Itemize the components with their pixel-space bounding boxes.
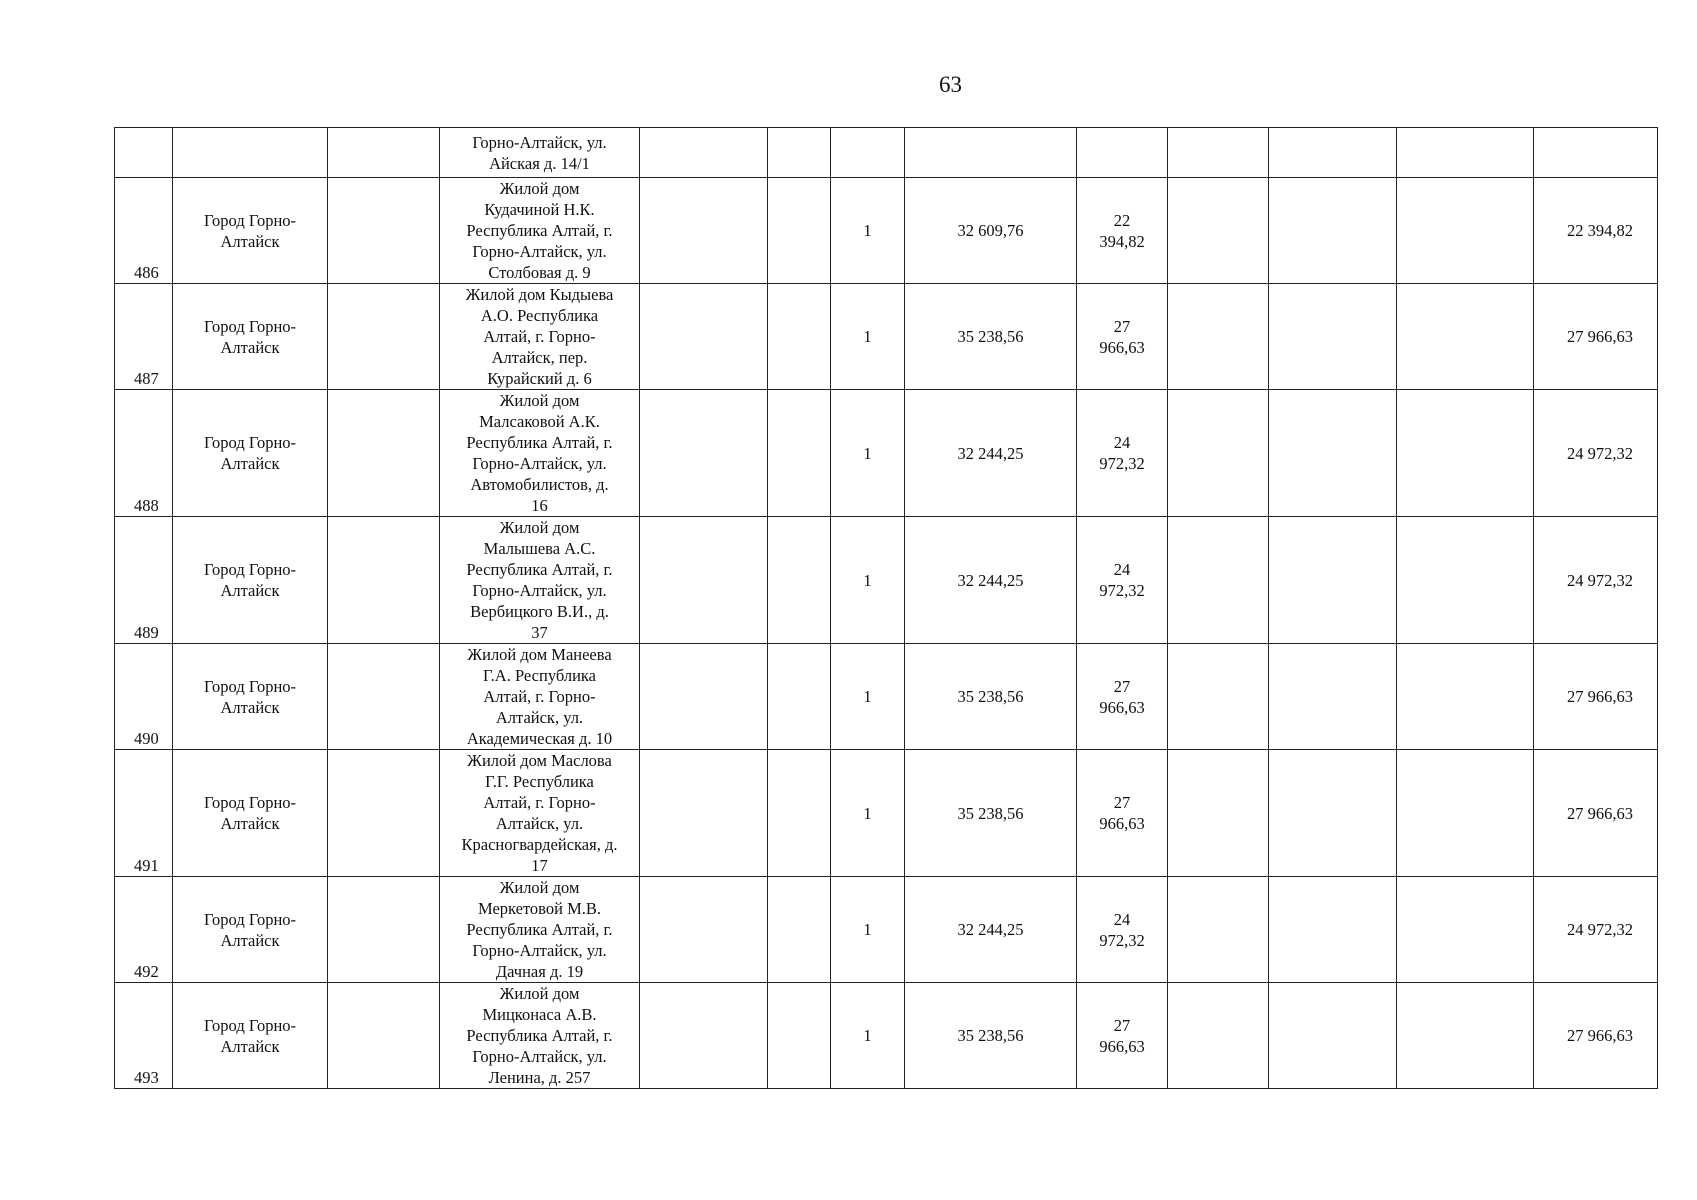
cell-municipality: Город Горно- Алтайск: [173, 877, 328, 983]
cell-total: 24 972,32: [1534, 390, 1658, 517]
cell-empty: [1397, 877, 1534, 983]
cell-number: 490: [115, 644, 173, 750]
cell-count: 1: [831, 877, 905, 983]
cell-municipality: [173, 128, 328, 178]
cell-total: 27 966,63: [1534, 644, 1658, 750]
table-row: [115, 284, 1658, 390]
cell-sum2: 27 966,63: [1077, 750, 1168, 877]
table-row: [115, 644, 1658, 750]
cell-empty: [1397, 390, 1534, 517]
cell-count: 1: [831, 750, 905, 877]
cell-sum1: 32 609,76: [905, 178, 1077, 284]
cell-sum2: 24 972,32: [1077, 390, 1168, 517]
cell-count: 1: [831, 390, 905, 517]
table-row: [115, 983, 1658, 1089]
cell-sum1: 35 238,56: [905, 750, 1077, 877]
cell-municipality: Город Горно- Алтайск: [173, 284, 328, 390]
cell-sum1: 32 244,25: [905, 390, 1077, 517]
cell-sum1: 35 238,56: [905, 983, 1077, 1089]
cell-empty: [768, 644, 831, 750]
cell-empty: [640, 517, 768, 644]
cell-address: Жилой дом Мицконаса А.В. Республика Алтай, г. Горно-Алтайск, ул. Ленина, д. 257: [440, 983, 640, 1089]
cell-empty: [768, 750, 831, 877]
cell-empty: [768, 178, 831, 284]
cell-empty: [328, 178, 440, 284]
cell-number: 486: [115, 178, 173, 284]
cell-empty: [328, 517, 440, 644]
cell-empty: [1397, 517, 1534, 644]
cell-empty: [1269, 644, 1397, 750]
cell-empty: [640, 644, 768, 750]
cell-empty: [1269, 128, 1397, 178]
cell-address: Жилой дом Меркетовой М.В. Республика Алтай, г. Горно-Алтайск, ул. Дачная д. 19: [440, 877, 640, 983]
cell-total: 24 972,32: [1534, 877, 1658, 983]
cell-empty: [1168, 644, 1269, 750]
cell-address: Жилой дом Кыдыева А.О. Республика Алтай, г. Горно- Алтайск, пер. Курайский д. 6: [440, 284, 640, 390]
cell-address: Жилой дом Малышева А.С. Республика Алтай, г. Горно-Алтайск, ул. Вербицкого В.И., д. 37: [440, 517, 640, 644]
cell-sum2: 27 966,63: [1077, 284, 1168, 390]
cell-empty: [1168, 390, 1269, 517]
cell-empty: [1397, 128, 1534, 178]
cell-address: Жилой дом Малсаковой А.К. Республика Алтай, г. Горно-Алтайск, ул. Автомобилистов, д. 16: [440, 390, 640, 517]
cell-municipality: Город Горно- Алтайск: [173, 983, 328, 1089]
cell-sum1: 32 244,25: [905, 517, 1077, 644]
page-number-text: 63: [939, 72, 962, 97]
cell-sum1: [905, 128, 1077, 178]
cell-municipality: Город Горно- Алтайск: [173, 644, 328, 750]
cell-sum1: 32 244,25: [905, 877, 1077, 983]
cell-total: 27 966,63: [1534, 284, 1658, 390]
cell-number: 488: [115, 390, 173, 517]
cell-empty: [328, 390, 440, 517]
cell-empty: [1168, 517, 1269, 644]
cell-empty: [1397, 284, 1534, 390]
cell-empty: [1168, 284, 1269, 390]
cell-empty: [768, 390, 831, 517]
table-row: [115, 877, 1658, 983]
cell-total: 27 966,63: [1534, 983, 1658, 1089]
cell-sum2: 27 966,63: [1077, 983, 1168, 1089]
cell-count: [831, 128, 905, 178]
cell-sum2: 24 972,32: [1077, 877, 1168, 983]
cell-empty: [640, 877, 768, 983]
cell-empty: [328, 877, 440, 983]
cell-empty: [1397, 178, 1534, 284]
cell-empty: [1269, 284, 1397, 390]
cell-empty: [1269, 178, 1397, 284]
cell-empty: [328, 128, 440, 178]
cell-sum2: 22 394,82: [1077, 178, 1168, 284]
cell-empty: [1397, 983, 1534, 1089]
cell-empty: [328, 284, 440, 390]
cell-address: Жилой дом Манеева Г.А. Республика Алтай, г. Горно- Алтайск, ул. Академическая д. 10: [440, 644, 640, 750]
table-row: [115, 178, 1658, 284]
cell-empty: [768, 517, 831, 644]
cell-empty: [640, 128, 768, 178]
cell-municipality: Город Горно- Алтайск: [173, 517, 328, 644]
cell-empty: [768, 128, 831, 178]
cell-empty: [1168, 877, 1269, 983]
cell-municipality: Город Горно- Алтайск: [173, 390, 328, 517]
cell-municipality: Город Горно- Алтайск: [173, 178, 328, 284]
cell-empty: [1269, 517, 1397, 644]
cell-sum2: 27 966,63: [1077, 644, 1168, 750]
cell-number: 493: [115, 983, 173, 1089]
cell-empty: [1397, 644, 1534, 750]
cell-count: 1: [831, 644, 905, 750]
cell-sum1: 35 238,56: [905, 644, 1077, 750]
cell-empty: [1168, 178, 1269, 284]
cell-number: 489: [115, 517, 173, 644]
page-number: [0, 72, 1697, 98]
cell-empty: [640, 983, 768, 1089]
cell-total: [1534, 128, 1658, 178]
data-table: [114, 127, 1658, 1089]
cell-number: 487: [115, 284, 173, 390]
table-row: [115, 390, 1658, 517]
cell-address: Жилой дом Кудачиной Н.К. Республика Алтай, г. Горно-Алтайск, ул. Столбовая д. 9: [440, 178, 640, 284]
cell-empty: [1397, 750, 1534, 877]
cell-total: 24 972,32: [1534, 517, 1658, 644]
cell-empty: [640, 390, 768, 517]
cell-empty: [1269, 983, 1397, 1089]
cell-empty: [1168, 983, 1269, 1089]
cell-empty: [328, 983, 440, 1089]
cell-empty: [768, 284, 831, 390]
cell-empty: [1269, 877, 1397, 983]
cell-total: 22 394,82: [1534, 178, 1658, 284]
cell-count: 1: [831, 983, 905, 1089]
cell-empty: [1269, 390, 1397, 517]
cell-address: Горно-Алтайск, ул. Айская д. 14/1: [440, 128, 640, 178]
cell-empty: [1168, 128, 1269, 178]
cell-count: 1: [831, 178, 905, 284]
cell-count: 1: [831, 284, 905, 390]
cell-number: [115, 128, 173, 178]
table-row: [115, 750, 1658, 877]
cell-municipality: Город Горно- Алтайск: [173, 750, 328, 877]
cell-total: 27 966,63: [1534, 750, 1658, 877]
cell-empty: [768, 983, 831, 1089]
cell-empty: [1269, 750, 1397, 877]
cell-number: 492: [115, 877, 173, 983]
cell-address: Жилой дом Маслова Г.Г. Республика Алтай, г. Горно- Алтайск, ул. Красногвардейская, д. 17: [440, 750, 640, 877]
cell-empty: [640, 750, 768, 877]
cell-empty: [328, 644, 440, 750]
cell-empty: [640, 284, 768, 390]
cell-sum1: 35 238,56: [905, 284, 1077, 390]
cell-sum2: [1077, 128, 1168, 178]
cell-sum2: 24 972,32: [1077, 517, 1168, 644]
table-row: [115, 517, 1658, 644]
cell-count: 1: [831, 517, 905, 644]
cell-empty: [328, 750, 440, 877]
cell-empty: [768, 877, 831, 983]
cell-number: 491: [115, 750, 173, 877]
cell-empty: [640, 178, 768, 284]
table-row-continuation: [115, 128, 1658, 178]
cell-empty: [1168, 750, 1269, 877]
